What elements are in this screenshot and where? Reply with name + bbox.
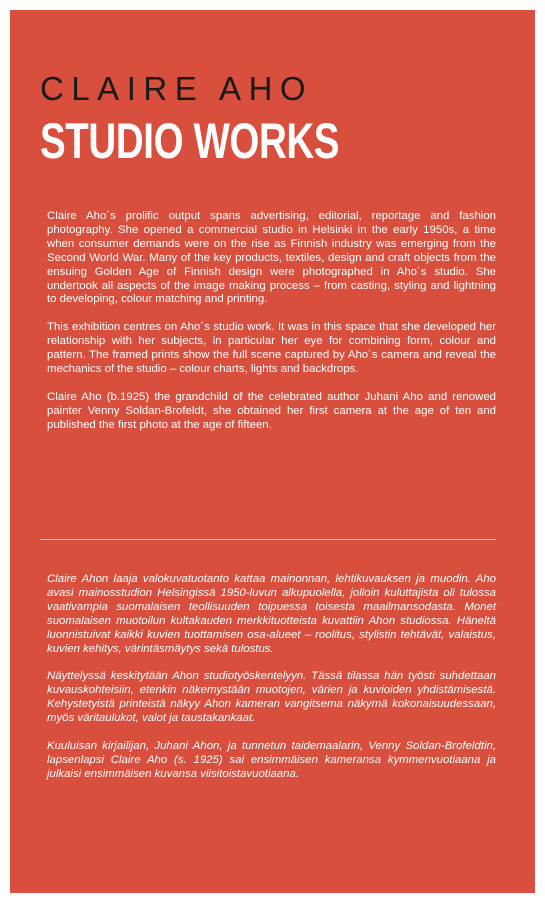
english-paragraph: Claire Aho´s prolific output spans advertising, editorial, reportage and fashion photography. She opened a commercial studio in Helsinki in the early 1950s, a time when consumer demands were on the rise as Finnish industry was emerging from the Second World War. Many of the key products, textiles, design and craft objects from the ensuing Golden Age of Finnish design were photographed in Aho´s studio. She undertook all aspects of the image making process – from casting, styling and lightning to developing, colour matching and printing. — [47, 210, 496, 306]
english-paragraph: This exhibition centres on Aho´s studio work. It was in this space that she developed her relationship with her subjects, in particular her eye for combining form, colour and pattern. The framed prints show the full scene captured by Aho´s camera and reveal the mechanics of the studio – colour charts, lights and backdrops. — [47, 321, 496, 376]
exhibition-title: STUDIO WORKS — [40, 113, 340, 169]
finnish-text — [47, 573, 496, 796]
finnish-paragraph: Claire Ahon laaja valokuvatuotanto kattaa mainonnan, lehtikuvauksen ja muodin. Aho avasi mainosstudion Helsingissä 1950-luvun alkupuolella, jolloin kuluttajista oli tulossa vaativampia suomalaisen teollisuuden toipuessa toisesta maailmansodasta. Monet suomalaisen muotoilun kultakauden merkkituotteista kuvattiin Ahon studiossa. Häneltä luonnistuivat kaikki kuvien tuottamisen osa-alueet – roolitus, stylistin tehtävät, valaistus, kuvien kehitys, värintäsmäytys sekä tulostus. — [47, 573, 496, 655]
finnish-paragraph: Kuuluisan kirjailijan, Juhani Ahon, ja tunnetun taidemaalarin, Venny Soldan-Brofeldtin, lapsenlapsi Claire Aho (s. 1925) sai ensimmäisen kameransa kymmenvuotiaana ja julkaisi ensimmäisen kuvansa viisitoistavuotiaana. — [47, 740, 496, 780]
english-text — [47, 210, 496, 447]
artist-name: CLAIRE AHO — [40, 70, 314, 107]
exhibition-poster — [10, 10, 535, 893]
finnish-paragraph: Näyttelyssä keskitytään Ahon studiotyöskentelyyn. Tässä tilassa hän työsti suhdettaan kuvauskohteisiin, etenkin näkemystään muotojen, värien ja kuvioiden yhdistämisestä. Kehystetyistä printeistä näkyy Ahon kameran vangitsema näkymä kokonaisuudessaan, myös väritaulukot, valot ja taustakankaat. — [47, 670, 496, 725]
section-divider — [40, 539, 496, 540]
english-paragraph: Claire Aho (b.1925) the grandchild of the celebrated author Juhani Aho and renowed painter Venny Soldan-Brofeldt, she obtained her first camera at the age of ten and published the first photo at the age of fifteen. — [47, 390, 496, 431]
